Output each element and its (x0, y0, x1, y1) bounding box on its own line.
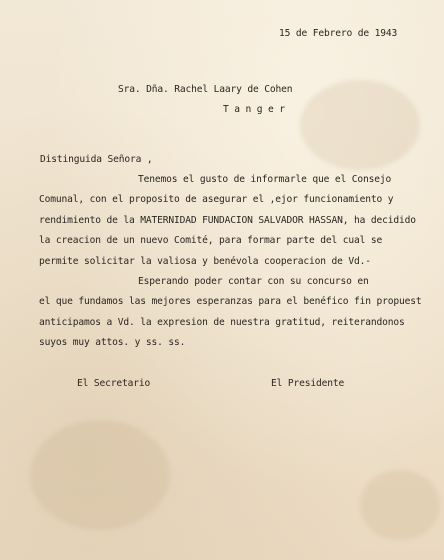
letter-date: 15 de Febrero de 1943 (279, 28, 398, 39)
paper-stain (30, 420, 170, 530)
body-line: suyos muy attos. y ss. ss. (39, 337, 186, 348)
salutation: Distinguida Señora , (40, 154, 153, 165)
body-line: rendimiento de la MATERNIDAD FUNDACION SALVADOR HASSAN, ha decidido (39, 215, 416, 226)
paper-stain (300, 80, 420, 170)
body-line: anticipamos a Vd. la expresion de nuestra gratitud, reiterandonos (39, 317, 405, 328)
body-line: el que fundamos las mejores esperanzas para el benéfico fin propuest (39, 296, 422, 307)
body-line: Comunal, con el proposito de asegurar el ,ejor funcionamiento y (39, 194, 394, 205)
signature-secretary: El Secretario (77, 378, 151, 389)
body-line: la creacion de un nuevo Comité, para formar parte del cual se (39, 235, 383, 246)
recipient-name: Sra. Dña. Rachel Laary de Cohen (118, 84, 293, 95)
signature-president: El Presidente (271, 378, 345, 389)
paper-stain (360, 470, 440, 540)
recipient-city: T a n g e r (223, 104, 285, 115)
body-line: Esperando poder contar con su concurso en (138, 276, 369, 287)
body-line: Tenemos el gusto de informarle que el Consejo (138, 174, 392, 185)
body-line: permite solicitar la valiosa y benévola cooperacion de Vd.- (39, 256, 371, 267)
